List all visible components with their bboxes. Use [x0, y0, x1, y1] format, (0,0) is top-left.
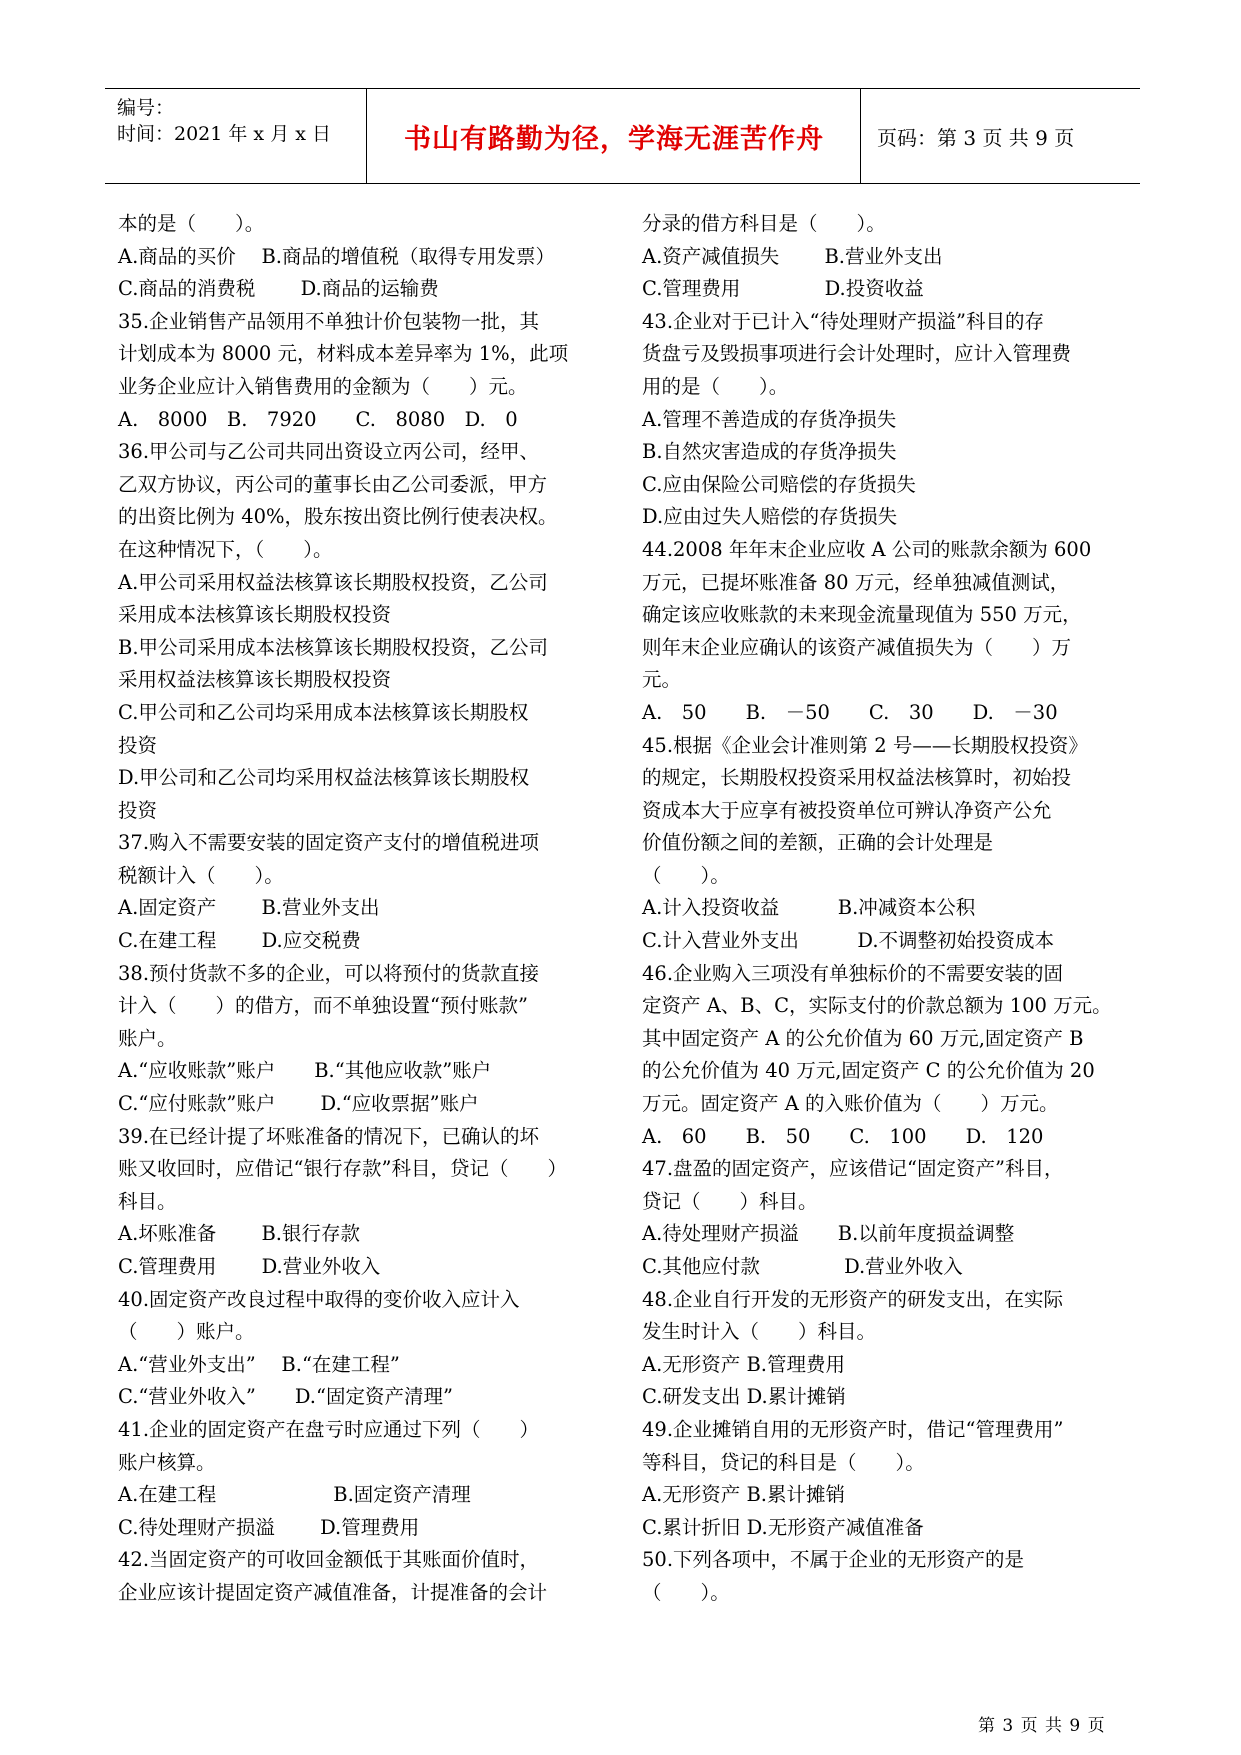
- text-line: A.资产减值损失 B.营业外支出: [642, 244, 943, 268]
- text-line: A. 8000 B. 7920 C. 8080 D. 0: [118, 407, 518, 431]
- text-line: A.“应收账款”账户 B.“其他应收款”账户: [118, 1059, 492, 1083]
- text-line: 用的是（ ）。: [642, 374, 789, 398]
- text-line: 42.当固定资产的可收回金额低于其账面价值时，: [118, 1548, 540, 1572]
- page-header: [105, 88, 1140, 184]
- text-line: （ ）。: [642, 1580, 730, 1604]
- text-line: 43.企业对于已计入“待处理财产损溢”科目的存: [642, 309, 1044, 333]
- text-line: 科目。: [118, 1189, 177, 1213]
- text-line: 税额计入（ ）。: [118, 863, 284, 887]
- text-line: C.“应付账款”账户 D.“应收票据”账户: [118, 1092, 479, 1116]
- text-line: （ ）账户。: [118, 1320, 255, 1344]
- text-line: 45.根据《企业会计准则第 2 号——长期股权投资》: [642, 733, 1088, 757]
- document-time-label: 时间：2021 年 x 月 x 日: [117, 123, 331, 145]
- text-line: 46.企业购入三项没有单独标价的不需要安装的固: [642, 961, 1064, 985]
- text-line: C.应由保险公司赔偿的存货损失: [642, 472, 916, 496]
- text-line: 采用成本法核算该长期股权投资: [118, 603, 392, 627]
- header-page-number: 页码：第 3 页 共 9 页: [877, 125, 1075, 150]
- text-line: C.管理费用 D.投资收益: [642, 277, 924, 301]
- text-line: 元。: [642, 668, 682, 692]
- text-line: 其中固定资产 A 的公允价值为 60 万元,固定资产 B: [642, 1026, 1084, 1050]
- text-line: A.固定资产 B.营业外支出: [118, 896, 380, 920]
- text-line: 账户。: [118, 1026, 177, 1050]
- text-line: 48.企业自行开发的无形资产的研发支出，在实际: [642, 1287, 1064, 1311]
- text-line: D.甲公司和乙公司均采用权益法核算该长期股权: [118, 766, 530, 790]
- text-line: B.自然灾害造成的存货净损失: [642, 440, 897, 464]
- text-line: 采用权益法核算该长期股权投资: [118, 668, 392, 692]
- text-line: C.计入营业外支出 D.不调整初始投资成本: [642, 929, 1055, 953]
- text-line: 40.固定资产改良过程中取得的变价收入应计入: [118, 1287, 520, 1311]
- text-line: 的公允价值为 40 万元,固定资产 C 的公允价值为 20: [642, 1059, 1095, 1083]
- header-motto: 书山有路勤为径，学海无涯苦作舟: [368, 89, 861, 183]
- text-line: C.管理费用 D.营业外收入: [118, 1255, 381, 1278]
- text-line: 分录的借方科目是（ ）。: [642, 212, 886, 235]
- text-line: 资成本大于应享有被投资单位可辨认净资产公允: [642, 798, 1052, 822]
- text-line: 发生时计入（ ）科目。: [642, 1320, 877, 1344]
- text-line: A.“营业外支出” B.“在建工程”: [118, 1352, 400, 1376]
- right-column: [642, 208, 1142, 1610]
- text-line: C.研发支出 D.累计摊销: [642, 1385, 846, 1409]
- text-line: A. 50 B. －50 C. 30 D. －30: [642, 700, 1058, 724]
- text-line: 39.在已经计提了坏账准备的情况下，已确认的坏: [118, 1124, 540, 1148]
- text-line: A.无形资产 B.累计摊销: [642, 1483, 846, 1507]
- text-line: 投资: [118, 733, 158, 757]
- text-line: A.甲公司采用权益法核算该长期股权投资，乙公司: [118, 570, 548, 594]
- text-line: 等科目，贷记的科目是（ ）。: [642, 1450, 925, 1474]
- text-line: 38.预付货款不多的企业，可以将预付的货款直接: [118, 961, 540, 985]
- text-line: 37.购入不需要安装的固定资产支付的增值税进项: [118, 831, 540, 855]
- text-line: 50.下列各项中，不属于企业的无形资产的是: [642, 1548, 1025, 1572]
- header-meta: [105, 89, 367, 183]
- text-line: 企业应该计提固定资产减值准备，计提准备的会计: [118, 1580, 548, 1604]
- text-line: 计入（ ）的借方，而不单独设置“预付账款”: [118, 994, 528, 1018]
- text-line: 本的是（ ）。: [118, 212, 265, 235]
- text-line: 账又收回时，应借记“银行存款”科目，贷记（ ）: [118, 1157, 567, 1181]
- text-line: 万元，已提坏账准备 80 万元，经单独减值测试，: [642, 570, 1070, 594]
- text-line: 确定该应收账款的未来现金流量现值为 550 万元，: [642, 603, 1082, 627]
- text-line: A.坏账准备 B.银行存款: [118, 1222, 361, 1246]
- text-line: 49.企业摊销自用的无形资产时，借记“管理费用”: [642, 1417, 1064, 1441]
- text-line: A.商品的买价 B.商品的增值税（取得专用发票）: [118, 244, 556, 268]
- text-line: A.管理不善造成的存货净损失: [642, 407, 897, 431]
- text-line: 41.企业的固定资产在盘亏时应通过下列（ ）: [118, 1417, 540, 1441]
- text-line: A. 60 B. 50 C. 100 D. 120: [642, 1124, 1044, 1148]
- text-line: （ ）。: [642, 863, 730, 887]
- text-line: 35.企业销售产品领用不单独计价包装物一批，其: [118, 309, 540, 333]
- text-line: 投资: [118, 798, 158, 822]
- text-line: 在这种情况下，（ ）。: [118, 537, 333, 561]
- left-column: [118, 208, 608, 1610]
- text-line: C.“营业外收入” D.“固定资产清理”: [118, 1385, 453, 1409]
- text-line: C.在建工程 D.应交税费: [118, 929, 361, 953]
- text-line: 乙双方协议，丙公司的董事长由乙公司委派，甲方: [118, 472, 548, 496]
- text-line: 价值份额之间的差额，正确的会计处理是: [642, 831, 994, 855]
- text-line: A.计入投资收益 B.冲减资本公积: [642, 896, 976, 920]
- text-line: 业务企业应计入销售费用的金额为（ ）元。: [118, 374, 528, 398]
- text-line: 账户核算。: [118, 1450, 216, 1474]
- text-line: B.甲公司采用成本法核算该长期股权投资，乙公司: [118, 635, 549, 659]
- text-line: C.待处理财产损溢 D.管理费用: [118, 1515, 420, 1539]
- text-line: A.在建工程 B.固定资产清理: [118, 1483, 471, 1507]
- text-line: C.其他应付款 D.营业外收入: [642, 1255, 963, 1278]
- text-line: C.商品的消费税 D.商品的运输费: [118, 277, 439, 301]
- text-line: 的规定，长期股权投资采用权益法核算时，初始投: [642, 766, 1072, 790]
- text-line: 定资产 A、B、C，实际支付的价款总额为 100 万元。: [642, 994, 1112, 1018]
- text-line: 47.盘盈的固定资产，应该借记“固定资产”科目，: [642, 1157, 1064, 1181]
- text-line: 货盘亏及毁损事项进行会计处理时，应计入管理费: [642, 342, 1072, 366]
- text-line: 44.2008 年年末企业应收 A 公司的账款余额为 600: [642, 537, 1092, 561]
- text-line: C.甲公司和乙公司均采用成本法核算该长期股权: [118, 700, 529, 724]
- text-line: 计划成本为 8000 元，材料成本差异率为 1%，此项: [118, 342, 569, 366]
- text-line: A.无形资产 B.管理费用: [642, 1352, 846, 1376]
- text-line: 万元。固定资产 A 的入账价值为（ ）万元。: [642, 1092, 1059, 1116]
- text-line: 的出资比例为 40%，股东按出资比例行使表决权。: [118, 505, 558, 529]
- text-line: A.待处理财产损溢 B.以前年度损益调整: [642, 1222, 1015, 1246]
- page-footer: 第 3 页 共 9 页: [978, 1716, 1106, 1736]
- document-number-label: 编号：: [117, 97, 175, 119]
- text-line: C.累计折旧 D.无形资产减值准备: [642, 1515, 924, 1539]
- text-line: D.应由过失人赔偿的存货损失: [642, 505, 898, 529]
- text-line: 则年末企业应确认的该资产减值损失为（ ）万: [642, 635, 1072, 659]
- text-line: 36.甲公司与乙公司共同出资设立丙公司，经甲、: [118, 440, 540, 464]
- text-line: 贷记（ ）科目。: [642, 1189, 818, 1213]
